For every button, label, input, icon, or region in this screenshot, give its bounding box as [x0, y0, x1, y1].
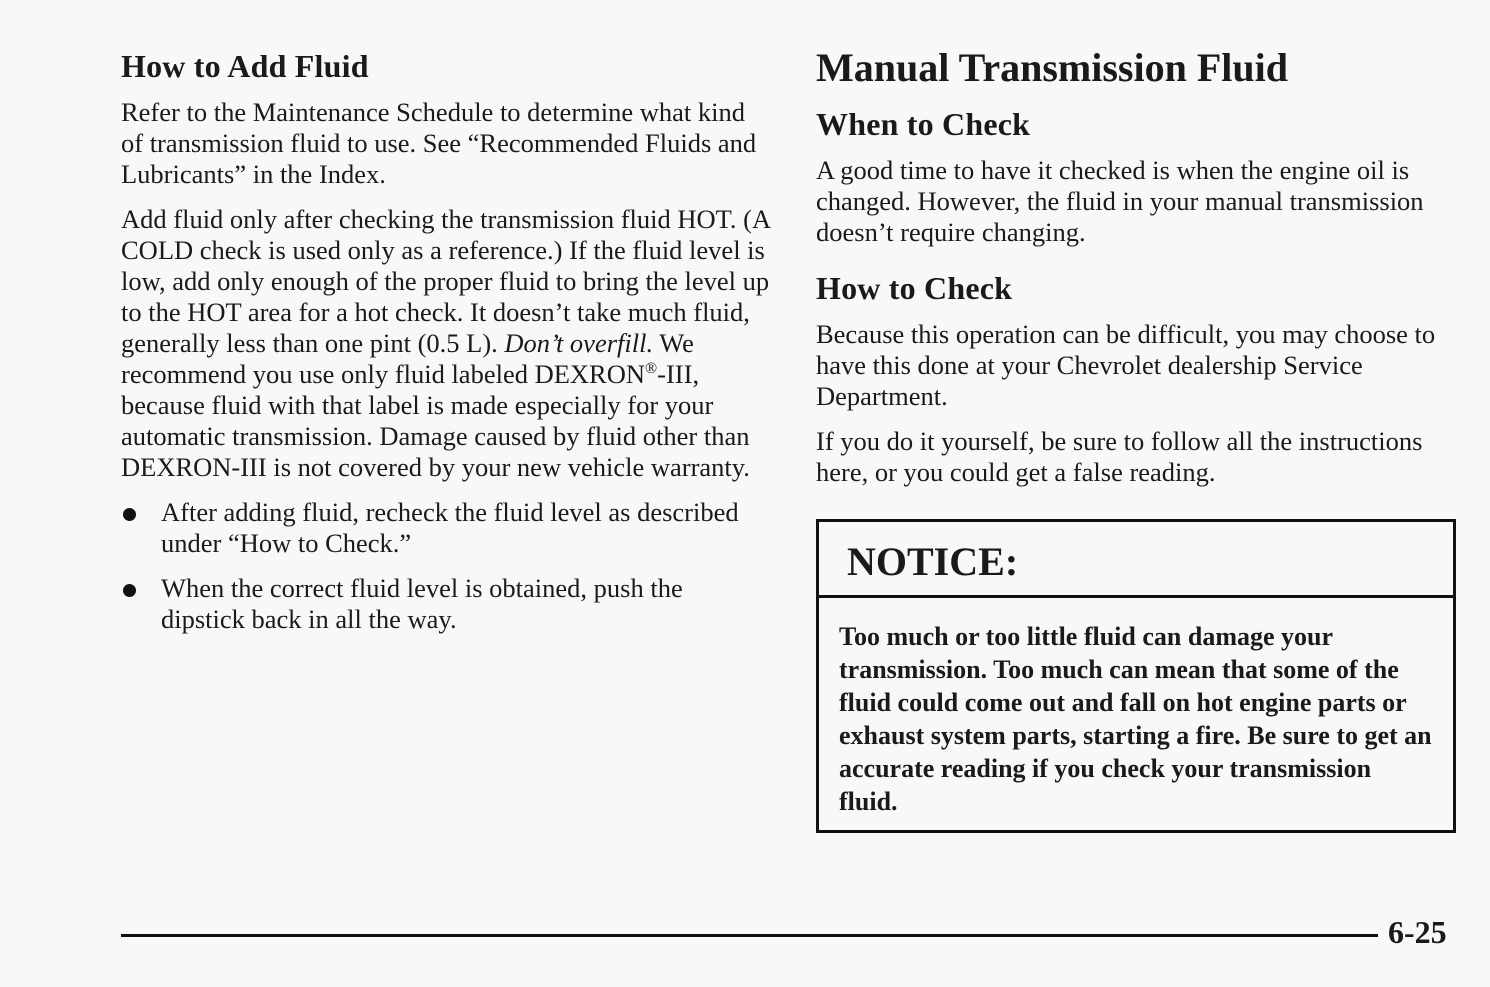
para2-part-c: -III, because fluid with that label is made especially for your automatic transmission. Damage caused by fluid other than DEXRON-III is not covered by your new vehicle warranty. — [121, 358, 750, 482]
footer-rule — [121, 934, 1378, 937]
add-fluid-paragraph-2 — [121, 204, 771, 483]
when-to-check-heading: When to Check — [816, 106, 1031, 142]
when-to-check-text: A good time to have it checked is when the engine oil is changed. However, the fluid in your manual transmission doesn’t require changing. — [816, 154, 1424, 247]
para2-part-a: Add fluid only after checking the transmission fluid HOT. (A COLD check is used only as a reference.) If the fluid level is low, add only enough of the proper fluid to bring the level up to the HOT area for a hot check. It doesn’t take much fluid, generally less than one pint (0.5 L). — [121, 203, 770, 358]
notice-box — [816, 519, 1456, 833]
page-number: 6-25 — [1388, 914, 1447, 950]
bullet-icon — [123, 584, 136, 597]
add-fluid-paragraph-1: Refer to the Maintenance Schedule to determine what kind of transmission fluid to use. See “Recommended Fluids and Lubricants” in the Index. — [121, 96, 757, 189]
bullet-list — [121, 497, 771, 635]
left-column — [121, 48, 771, 649]
list-item — [121, 497, 771, 559]
how-to-add-fluid-heading: How to Add Fluid — [121, 48, 369, 84]
how-to-check-text-1: Because this operation can be difficult, you may choose to have this done at your Chevrolet dealership Service Department. — [816, 318, 1436, 411]
list-item — [121, 573, 771, 635]
notice-body: Too much or too little fluid can damage your transmission. Too much can mean that some of the fluid could come out and fall on hot engine parts or exhaust system parts, starting a fire. Be sure to get an accurate reading if you check your transmission fluid. — [839, 622, 1432, 816]
manual-transmission-fluid-title: Manual Transmission Fluid — [816, 45, 1288, 90]
registered-mark: ® — [645, 359, 658, 377]
dont-overfill-text: Don’t overfill. — [504, 327, 654, 358]
how-to-check-heading: How to Check — [816, 269, 1013, 306]
list-item-text: After adding fluid, recheck the fluid level as described under “How to Check.” — [161, 496, 739, 558]
bullet-icon — [123, 508, 136, 521]
para2-part-b: We recommend you use only fluid labeled DEXRON — [121, 327, 694, 389]
list-item-text: When the correct fluid level is obtained, push the dipstick back in all the way. — [161, 572, 683, 634]
notice-title: NOTICE: — [819, 522, 1453, 598]
how-to-check-text-2: If you do it yourself, be sure to follow all the instructions here, or you could get a false reading. — [816, 425, 1423, 487]
right-column — [816, 46, 1466, 502]
